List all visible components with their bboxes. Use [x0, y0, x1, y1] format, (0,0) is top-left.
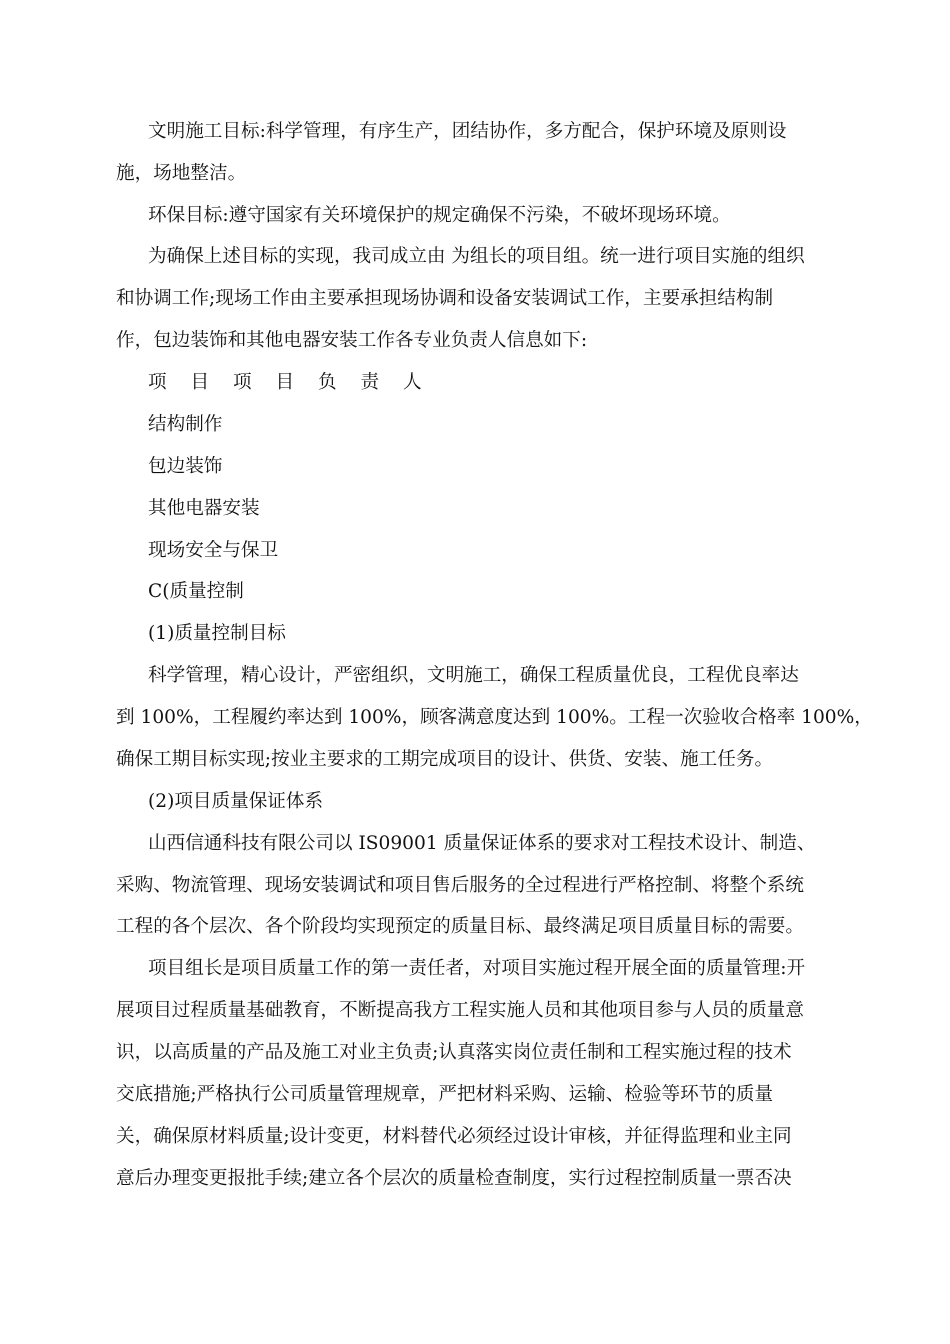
paragraph-quality-management-line-1: 项目组长是项目质量工作的第一责任者，对项目实施过程开展全面的质量管理:开 — [148, 958, 806, 979]
paragraph-project-team-line-3: 作，包边装饰和其他电器安装工作各专业负责人信息如下: — [116, 330, 588, 351]
paragraph-quality-goal-line-2: 到 100%，工程履约率达到 100%，顾客满意度达到 100%。工程一次验收合格率 100%， — [116, 707, 873, 728]
subsection-heading-quality-goal: (1)质量控制目标 — [148, 623, 286, 644]
table-row-site-safety: 现场安全与保卫 — [148, 540, 279, 561]
paragraph-civilized-construction-line-2: 施，场地整洁。 — [116, 163, 247, 184]
section-heading-quality-control: C(质量控制 — [148, 581, 244, 602]
paragraph-civilized-construction-line-1: 文明施工目标:科学管理，有序生产，团结协作，多方配合，保护环境及原则设 — [148, 121, 787, 142]
paragraph-quality-system-line-2: 采购、物流管理、现场安装调试和项目售后服务的全过程进行严格控制、将整个系统 — [116, 875, 804, 896]
table-row-edging-decoration: 包边装饰 — [148, 456, 223, 477]
paragraph-quality-management-line-5: 关，确保原材料质量;设计变更，材料替代必须经过设计审核，并征得监理和业主同 — [116, 1126, 792, 1147]
paragraph-project-team-line-1: 为确保上述目标的实现，我司成立由 为组长的项目组。统一进行项目实施的组织 — [148, 246, 805, 267]
subsection-heading-quality-system: (2)项目质量保证体系 — [148, 791, 324, 812]
paragraph-quality-system-line-3: 工程的各个层次、各个阶段均实现预定的质量目标、最终满足项目质量目标的需要。 — [116, 916, 804, 937]
table-row-electrical-installation: 其他电器安装 — [148, 498, 260, 519]
paragraph-quality-goal-line-3: 确保工期目标实现;按业主要求的工期完成项目的设计、供货、安装、施工任务。 — [116, 749, 774, 770]
table-header-row: 项 目 项 目 负 责 人 — [148, 372, 431, 393]
table-row-structure: 结构制作 — [148, 414, 223, 435]
paragraph-quality-system-line-1: 山西信通科技有限公司以 IS09001 质量保证体系的要求对工程技术设计、制造、 — [148, 833, 816, 854]
paragraph-quality-management-line-4: 交底措施;严格执行公司质量管理规章，严把材料采购、运输、检验等环节的质量 — [116, 1084, 774, 1105]
paragraph-quality-management-line-2: 展项目过程质量基础教育，不断提高我方工程实施人员和其他项目参与人员的质量意 — [116, 1000, 804, 1021]
paragraph-quality-management-line-6: 意后办理变更报批手续;建立各个层次的质量检查制度，实行过程控制质量一票否决 — [116, 1168, 792, 1189]
paragraph-quality-management-line-3: 识，以高质量的产品及施工对业主负责;认真落实岗位责任制和工程实施过程的技术 — [116, 1042, 792, 1063]
paragraph-quality-goal-line-1: 科学管理，精心设计，严密组织，文明施工，确保工程质量优良，工程优良率达 — [148, 665, 799, 686]
paragraph-environment-goal: 环保目标:遵守国家有关环境保护的规定确保不污染，不破坏现场环境。 — [148, 205, 731, 226]
paragraph-project-team-line-2: 和协调工作;现场工作由主要承担现场协调和设备安装调试工作，主要承担结构制 — [116, 288, 774, 309]
